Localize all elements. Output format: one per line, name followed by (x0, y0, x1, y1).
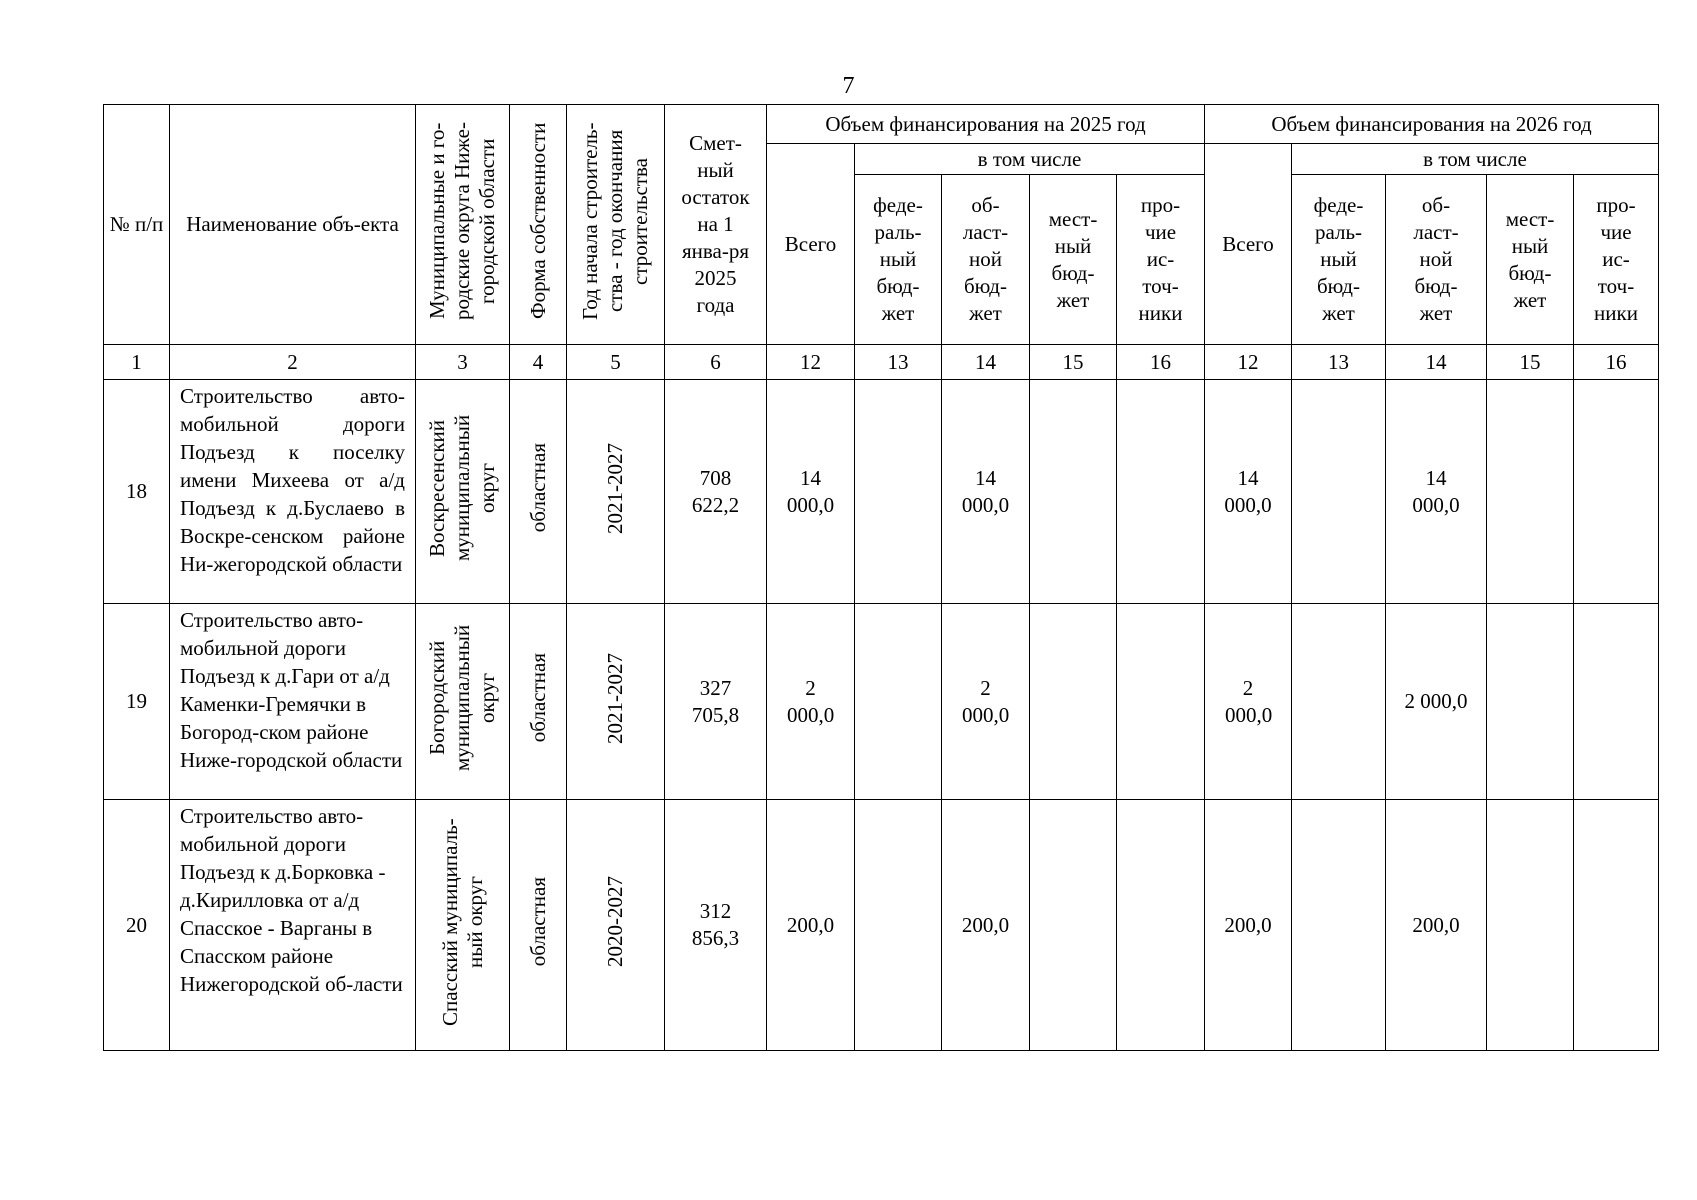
header-row-1 (104, 105, 1659, 144)
column-number: 3 (416, 345, 510, 380)
column-numbers-row (104, 345, 1659, 380)
row-municipal: Воскресенский муниципальный округ (425, 414, 499, 562)
header-2026-total: Всего (1205, 144, 1292, 345)
column-number: 1 (104, 345, 170, 380)
row-municipal: Богородский муниципальный округ (425, 624, 499, 772)
row-2026-total: 200,0 (1205, 800, 1292, 1051)
row-municipal-cell (416, 800, 510, 1051)
column-number: 14 (1386, 345, 1487, 380)
row-2026-other (1574, 380, 1659, 604)
row-municipal-cell (416, 604, 510, 800)
row-2026-regional: 2 000,0 (1386, 604, 1487, 800)
row-num: 18 (104, 380, 170, 604)
row-2025-local (1030, 800, 1117, 1051)
row-ownership: областная (525, 876, 550, 967)
column-number: 16 (1117, 345, 1205, 380)
header-ownership: Форма собственности (525, 122, 550, 320)
row-num: 20 (104, 800, 170, 1051)
header-2026-regional: об-ласт-ной бюд-жет (1386, 175, 1487, 345)
header-2025-local: мест-ный бюд-жет (1030, 175, 1117, 345)
row-2025-local (1030, 380, 1117, 604)
header-2026-local: мест-ный бюд-жет (1487, 175, 1574, 345)
header-ownership-cell (510, 105, 567, 345)
row-2026-total: 2 000,0 (1205, 604, 1292, 800)
header-years: Год начала строитель-ства - год окончания строительства (578, 122, 652, 320)
column-number: 15 (1030, 345, 1117, 380)
row-years: 2020-2027 (603, 876, 627, 967)
column-number: 15 (1487, 345, 1574, 380)
row-years-cell (567, 380, 665, 604)
row-ownership: областная (525, 443, 550, 533)
financing-table (103, 104, 1659, 1051)
table-row (104, 380, 1659, 604)
header-2026-other: про-чие ис-точ-ники (1574, 175, 1659, 345)
row-2026-federal (1292, 604, 1386, 800)
row-2026-other (1574, 604, 1659, 800)
row-ownership-cell (510, 604, 567, 800)
row-2025-total: 200,0 (767, 800, 855, 1051)
header-2025-federal: феде-раль-ный бюд-жет (855, 175, 942, 345)
row-years: 2021-2027 (603, 442, 627, 534)
row-2025-federal (855, 604, 942, 800)
row-2025-regional: 200,0 (942, 800, 1030, 1051)
header-2026-including: в том числе (1292, 144, 1659, 175)
column-number: 13 (1292, 345, 1386, 380)
row-2026-local (1487, 604, 1574, 800)
row-2026-regional: 200,0 (1386, 800, 1487, 1051)
row-object-name: Строительство авто-мобильной дороги Подъезд к д.Борковка - д.Кирилловка от а/д Спасское - Варганы в Спасском районе Нижегородской об-ласти (170, 800, 416, 1051)
row-object-name: Строительство авто-мобильной дороги Подъезд к д.Гари от а/д Каменки-Гремячки в Богород-ском районе Ниже-городской области (170, 604, 416, 800)
column-number: 4 (510, 345, 567, 380)
row-remainder: 312 856,3 (665, 800, 767, 1051)
column-number: 2 (170, 345, 416, 380)
row-2025-other (1117, 380, 1205, 604)
row-2026-local (1487, 380, 1574, 604)
row-ownership-cell (510, 800, 567, 1051)
header-2025-including: в том числе (855, 144, 1205, 175)
row-ownership-cell (510, 380, 567, 604)
column-number: 5 (567, 345, 665, 380)
row-2025-regional: 2 000,0 (942, 604, 1030, 800)
header-2025-other: про-чие ис-точ-ники (1117, 175, 1205, 345)
column-number: 12 (767, 345, 855, 380)
row-2025-other (1117, 800, 1205, 1051)
row-2025-local (1030, 604, 1117, 800)
table-row (104, 800, 1659, 1051)
row-2025-total: 14 000,0 (767, 380, 855, 604)
row-ownership: областная (525, 653, 550, 743)
row-years-cell (567, 800, 665, 1051)
row-2026-total: 14 000,0 (1205, 380, 1292, 604)
header-object-name: Наименование объ-екта (170, 105, 416, 345)
row-2026-federal (1292, 800, 1386, 1051)
header-2026-federal: феде-раль-ный бюд-жет (1292, 175, 1386, 345)
row-2025-regional: 14 000,0 (942, 380, 1030, 604)
row-municipal: Спасский муниципаль-ный округ (437, 817, 487, 1026)
header-years-cell (567, 105, 665, 345)
column-number: 13 (855, 345, 942, 380)
header-funding-2026: Объем финансирования на 2026 год (1205, 105, 1659, 144)
row-remainder: 708 622,2 (665, 380, 767, 604)
page-number: 7 (842, 73, 855, 99)
row-2025-federal (855, 380, 942, 604)
header-num: № п/п (104, 105, 170, 345)
row-remainder: 327 705,8 (665, 604, 767, 800)
row-years-cell (567, 604, 665, 800)
header-municipal-cell (416, 105, 510, 345)
column-number: 6 (665, 345, 767, 380)
column-number: 16 (1574, 345, 1659, 380)
row-2026-other (1574, 800, 1659, 1051)
row-num: 19 (104, 604, 170, 800)
header-2025-total: Всего (767, 144, 855, 345)
column-number: 12 (1205, 345, 1292, 380)
row-2025-total: 2 000,0 (767, 604, 855, 800)
row-municipal-cell (416, 380, 510, 604)
header-2025-regional: об-ласт-ной бюд-жет (942, 175, 1030, 345)
row-object-name: Строительство авто-мобильной дороги Подъезд к поселку имени Михеева от а/д Подъезд к д.Буслаево в Воскре-сенском районе Ни-жегородской области (170, 380, 416, 604)
row-2026-federal (1292, 380, 1386, 604)
row-years: 2021-2027 (603, 652, 627, 744)
table-row (104, 604, 1659, 800)
header-municipal: Муниципальные и го-родские округа Ниже-городской области (425, 122, 499, 320)
row-2025-other (1117, 604, 1205, 800)
row-2026-local (1487, 800, 1574, 1051)
header-remainder: Смет-ный остаток на 1 янва-ря 2025 года (665, 105, 767, 345)
row-2026-regional: 14 000,0 (1386, 380, 1487, 604)
header-funding-2025: Объем финансирования на 2025 год (767, 105, 1205, 144)
row-2025-federal (855, 800, 942, 1051)
column-number: 14 (942, 345, 1030, 380)
